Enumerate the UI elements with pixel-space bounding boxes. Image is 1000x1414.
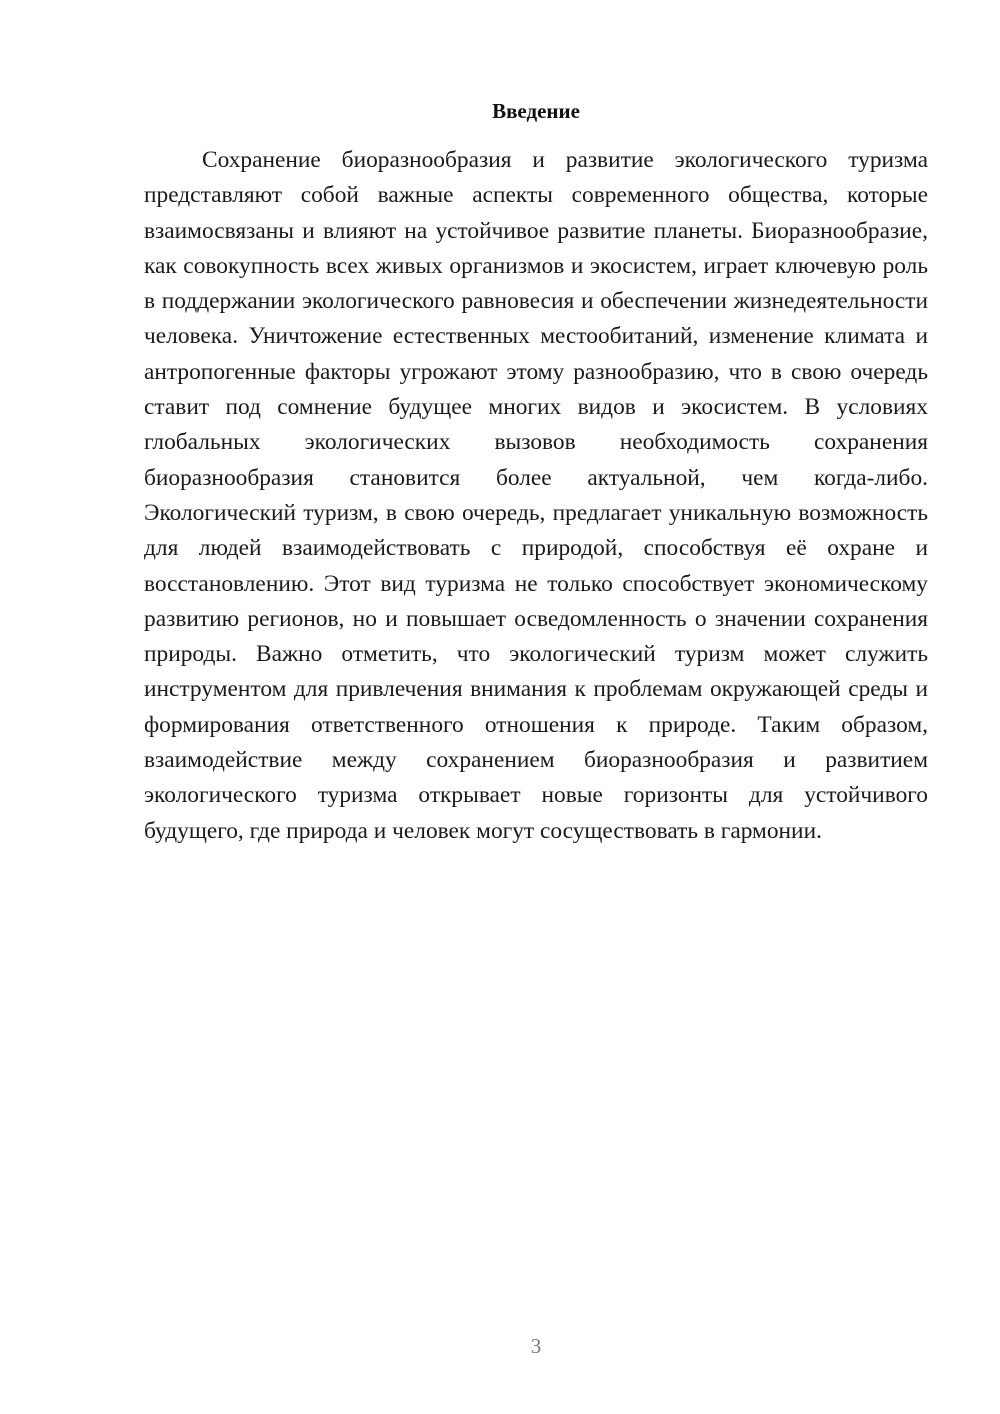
page-number: 3: [530, 1334, 542, 1358]
body-paragraph: Сохранение биоразнообразия и развитие экологического туризма представляют собой важные аспекты современного общества, которые взаимосвязаны и влияют на устойчивое развитие планеты. Биоразнообразие, как совокупность всех живых организмов и экосистем, играет ключевую роль в поддержании экологического равновесия и обеспечении жизнедеятельности человека. Уничтожение естественных местообитаний, изменение климата и антропогенные факторы угрожают этому разнообразию, что в свою очередь ставит под сомнение будущее многих видов и экосистем. В условиях глобальных экологических вызовов необходимость сохранения биоразнообразия становится более актуальной, чем когда-либо. Экологический туризм, в свою очередь, предлагает уникальную возможность для людей взаимодействовать с природой, способствуя её охране и восстановлению. Этот вид туризма не только способствует экономическому развитию регионов, но и повышает осведомленность о значении сохранения природы. Важно отметить, что экологический туризм может служить инструментом для привлечения внимания к проблемам окружающей среды и формирования ответственного отношения к природе. Таким образом, взаимодействие между сохранением биоразнообразия и развитием экологического туризма открывает новые горизонты для устойчивого будущего, где природа и человек могут сосуществовать в гармонии.: [144, 147, 928, 844]
section-heading: Введение: [492, 99, 580, 123]
